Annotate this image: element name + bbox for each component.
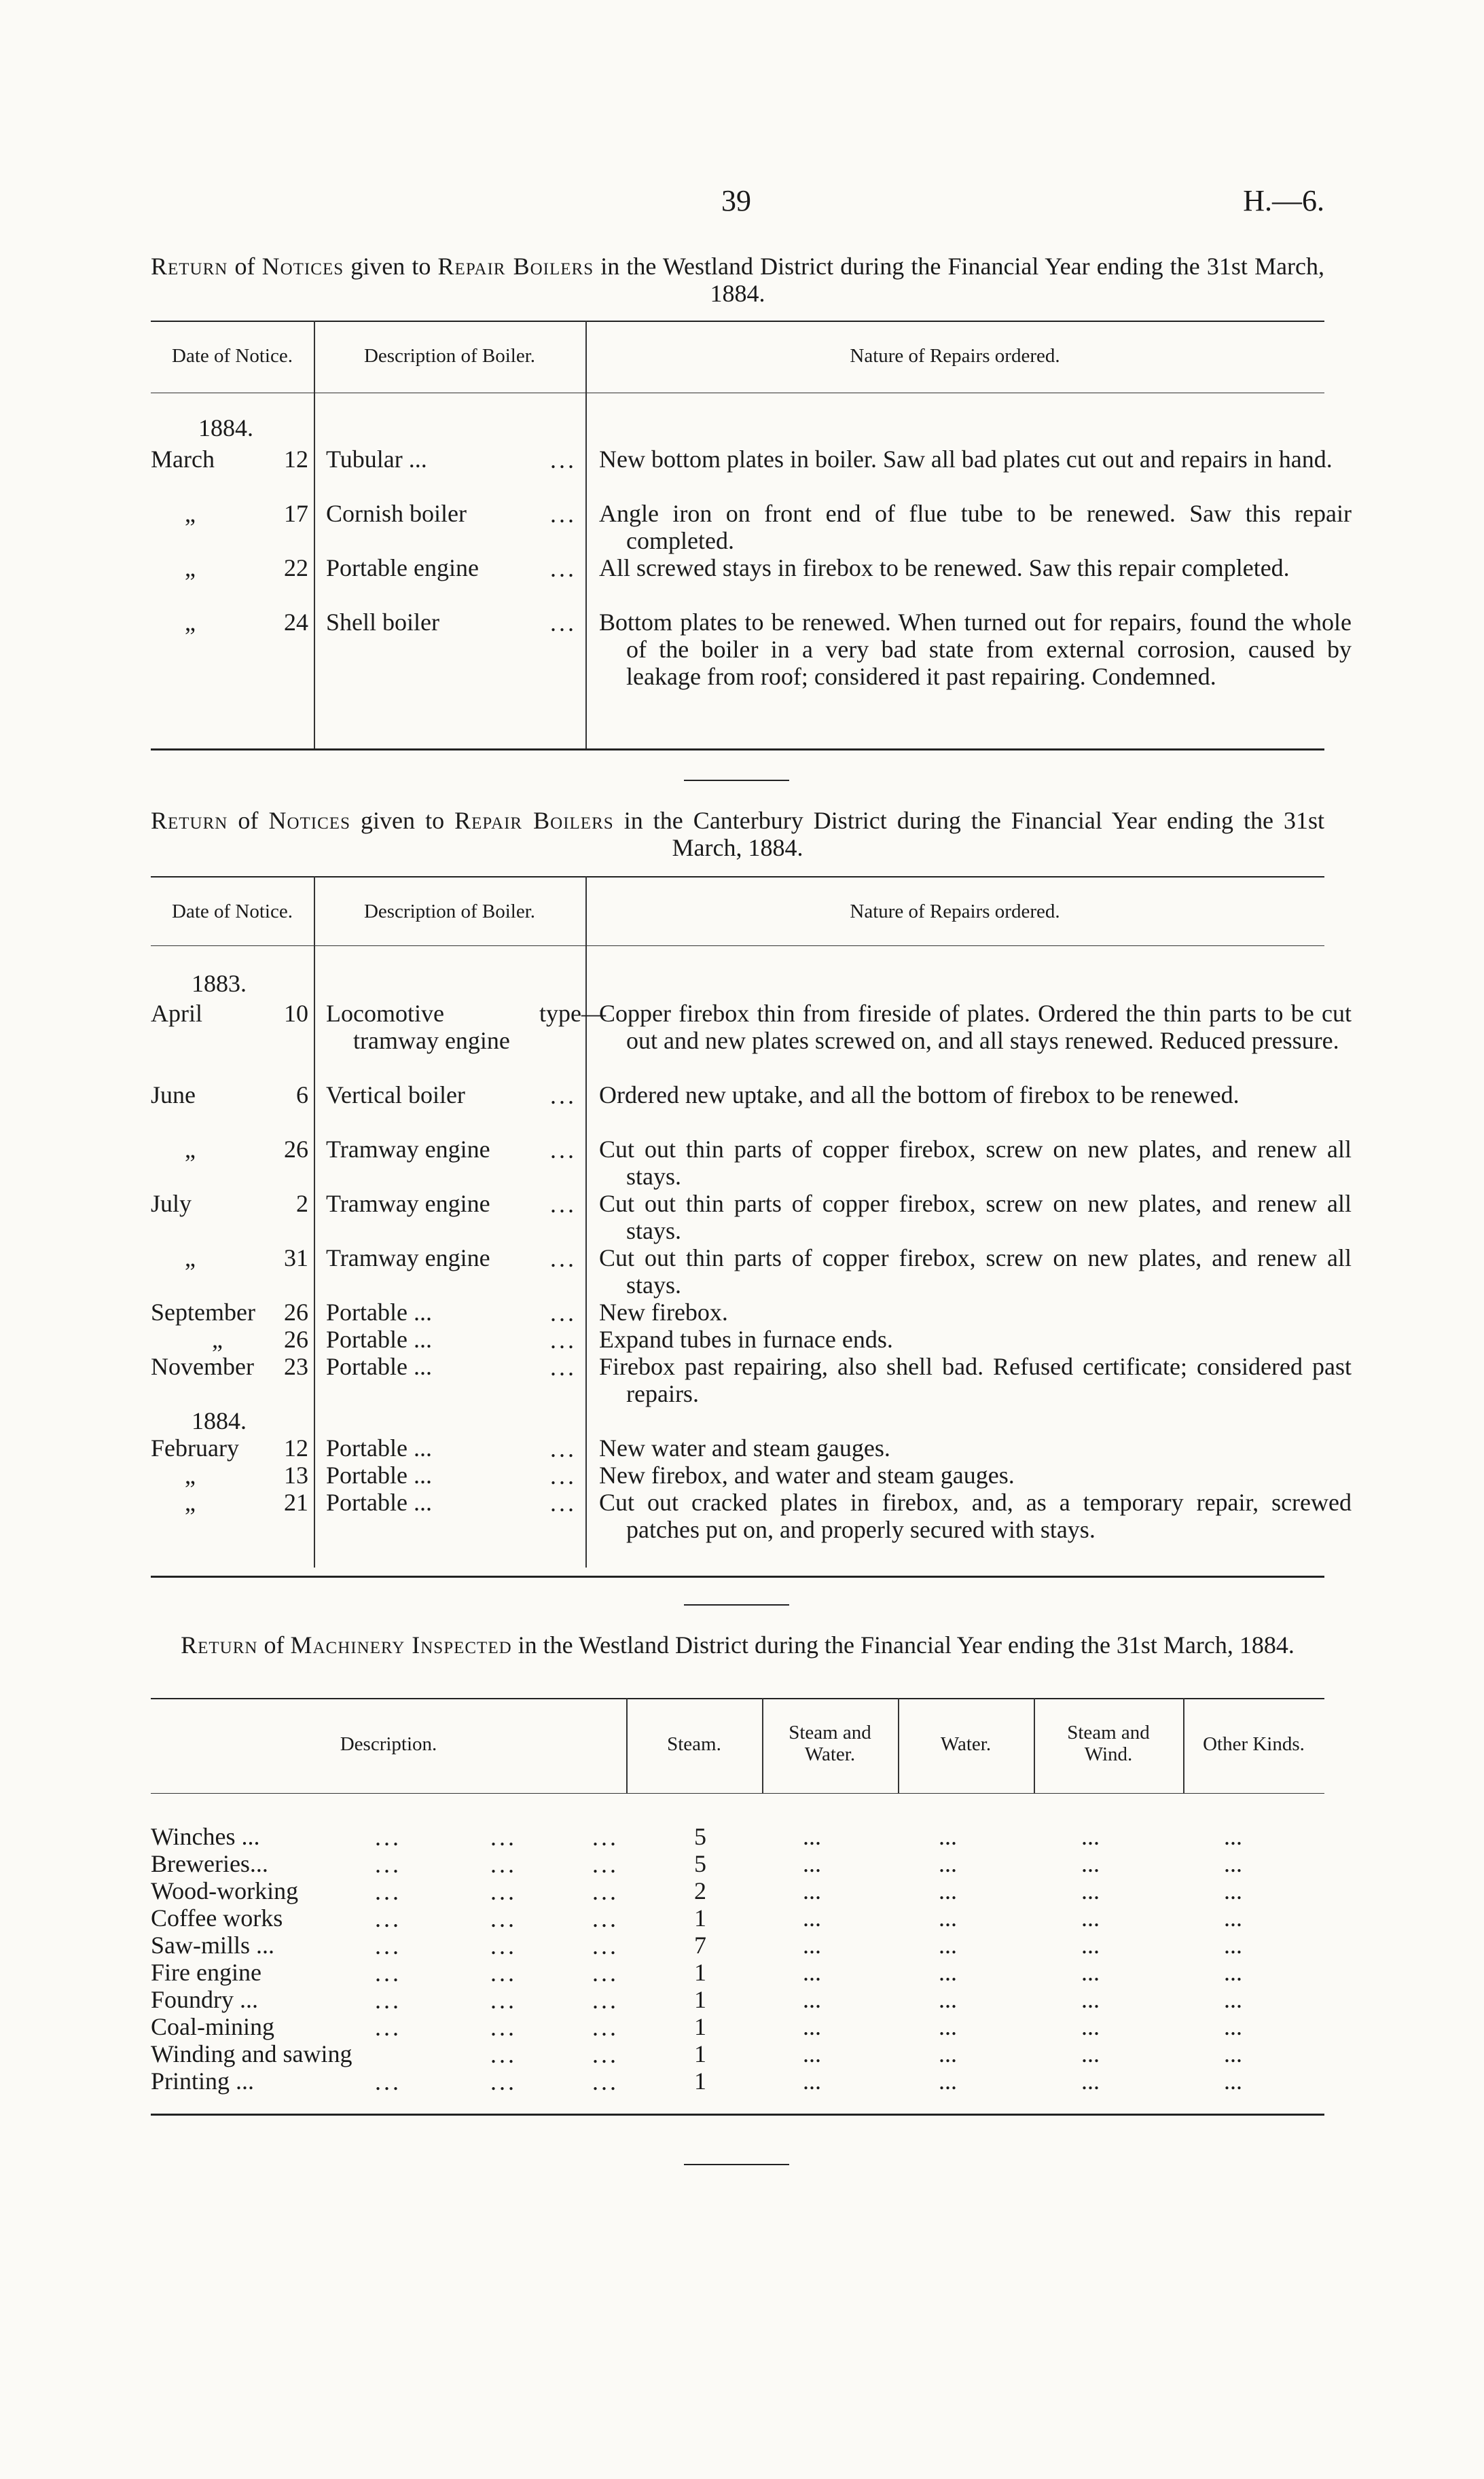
row-description: Winding and sawing	[151, 2040, 352, 2067]
table1-top-rule	[151, 321, 1324, 322]
leader-dots: ...	[592, 1905, 619, 1932]
row-steam-count: 1	[694, 2013, 706, 2040]
empty-cell: ...	[939, 2040, 957, 2067]
table3-col-divider	[762, 1698, 763, 1793]
table3-bottom-rule	[151, 2114, 1324, 2116]
empty-cell: ...	[1081, 2067, 1100, 2095]
row-steam-count: 1	[694, 1904, 706, 1932]
leader-dots: ...	[490, 1851, 517, 1878]
row-description: Coffee works	[151, 1904, 283, 1932]
row-steam-count: 1	[694, 2040, 706, 2067]
empty-cell: ...	[1081, 1850, 1100, 1877]
leader-dots: ...	[490, 1824, 517, 1851]
empty-cell: ...	[1224, 1986, 1242, 2013]
section-separator	[684, 2164, 789, 2165]
empty-cell: ...	[1081, 1823, 1100, 1850]
leader-dots: ...	[375, 1987, 401, 2014]
empty-cell: ...	[803, 1850, 821, 1877]
row-description: Foundry ...	[151, 1986, 259, 2013]
table2-col-divider	[314, 876, 315, 1568]
row-steam-count: 7	[694, 1932, 706, 1959]
empty-cell: ...	[1224, 1904, 1242, 1932]
empty-cell: ...	[1081, 2013, 1100, 2040]
empty-cell: ...	[939, 2067, 957, 2095]
leader-dots: ...	[592, 1959, 619, 1987]
table2-top-rule	[151, 876, 1324, 877]
leader-dots: ...	[490, 2041, 517, 2068]
table1-header-description: Description of Boiler.	[363, 345, 536, 367]
row-description: Saw-mills ...	[151, 1932, 275, 1959]
empty-cell: ...	[1224, 2067, 1242, 2095]
empty-cell: ...	[1081, 1904, 1100, 1932]
table2-bottom-rule	[151, 1576, 1324, 1578]
page-number: 39	[721, 184, 751, 217]
empty-cell: ...	[803, 1932, 821, 1959]
empty-cell: ...	[1081, 1986, 1100, 2013]
leader-dots: ...	[490, 1987, 517, 2014]
empty-cell: ...	[939, 1959, 957, 1986]
table1-col-divider	[314, 321, 315, 748]
table2-title: Return of Notices given to Repair Boilers in the Canterbury District during the Financial Year ending the 31st March, 1884.	[151, 807, 1325, 861]
empty-cell: ...	[803, 1959, 821, 1986]
empty-cell: ...	[939, 1877, 957, 1904]
empty-cell: ...	[1081, 2040, 1100, 2067]
empty-cell: ...	[803, 1877, 821, 1904]
table2-header-repairs: Nature of Repairs ordered.	[850, 901, 1060, 922]
empty-cell: ...	[1224, 1959, 1242, 1986]
empty-cell: ...	[1224, 1932, 1242, 1959]
table3-header-water: Water.	[940, 1733, 992, 1755]
leader-dots: ...	[490, 1932, 517, 1959]
leader-dots: ...	[592, 1824, 619, 1851]
table3-title: Return of Machinery Inspected in the Westland District during the Financial Year ending the 31st March, 1884.	[181, 1631, 1295, 1659]
section-separator	[684, 1604, 789, 1606]
row-steam-count: 1	[694, 1986, 706, 2013]
table3-col-divider	[1034, 1698, 1035, 1793]
leader-dots: ...	[375, 1959, 401, 1987]
table1-bottom-rule	[151, 748, 1324, 750]
row-steam-count: 1	[694, 2067, 706, 2095]
empty-cell: ...	[803, 2013, 821, 2040]
page-header	[151, 183, 1324, 224]
leader-dots: ...	[592, 1987, 619, 2014]
table3-top-rule	[151, 1698, 1324, 1699]
row-description: Fire engine	[151, 1959, 261, 1986]
leader-dots: ...	[490, 2068, 517, 2095]
empty-cell: ...	[939, 1850, 957, 1877]
table1-title: Return of Notices given to Repair Boilers in the Westland District during the Financial Year ending the 31st March, 1884.	[151, 253, 1325, 307]
table1-col-divider	[585, 321, 587, 748]
leader-dots: ...	[592, 1932, 619, 1959]
empty-cell: ...	[1224, 2040, 1242, 2067]
leader-dots: ...	[375, 1824, 401, 1851]
leader-dots: ...	[592, 1878, 619, 1905]
table3-header-other: Other Kinds.	[1203, 1733, 1305, 1755]
table2-year: 1884.	[192, 1407, 247, 1434]
leader-dots: ...	[375, 2068, 401, 2095]
table2-year: 1883.	[192, 970, 247, 997]
table2-header-date: Date of Notice.	[172, 901, 293, 922]
empty-cell: ...	[939, 1904, 957, 1932]
row-steam-count: 1	[694, 1959, 706, 1986]
leader-dots: ...	[375, 1932, 401, 1959]
empty-cell: ...	[803, 2040, 821, 2067]
row-description: Coal-mining	[151, 2013, 274, 2040]
table2-header-description: Description of Boiler.	[363, 901, 536, 922]
empty-cell: ...	[803, 1986, 821, 2013]
leader-dots: ...	[490, 1959, 517, 1987]
table3-header-steam-water: Steam and Water.	[789, 1722, 871, 1765]
leader-dots: ...	[592, 2014, 619, 2041]
leader-dots: ...	[375, 1878, 401, 1905]
table3-header-rule	[151, 1793, 1324, 1794]
leader-dots: ...	[375, 1851, 401, 1878]
empty-cell: ...	[803, 2067, 821, 2095]
empty-cell: ...	[1081, 1932, 1100, 1959]
leader-dots: ...	[375, 2014, 401, 2041]
table3-header-steam: Steam.	[667, 1733, 721, 1755]
table2-header-rule	[151, 945, 1324, 946]
row-steam-count: 5	[694, 1850, 706, 1877]
row-description: Winches ...	[151, 1823, 260, 1850]
row-description: Wood-working	[151, 1877, 299, 1904]
empty-cell: ...	[1081, 1877, 1100, 1904]
table3-header-description: Description.	[340, 1733, 437, 1755]
empty-cell: ...	[939, 1823, 957, 1850]
row-description: Printing ...	[151, 2067, 255, 2095]
series-code: H.—6.	[1243, 184, 1324, 217]
table3-header-steam-wind: Steam and Wind.	[1067, 1722, 1150, 1765]
empty-cell: ...	[803, 1823, 821, 1850]
empty-cell: ...	[1081, 1959, 1100, 1986]
table1-year: 1884.	[198, 414, 253, 441]
empty-cell: ...	[1224, 1823, 1242, 1850]
leader-dots: ...	[375, 1905, 401, 1932]
row-steam-count: 5	[694, 1823, 706, 1850]
table1-header-date: Date of Notice.	[172, 345, 293, 367]
empty-cell: ...	[1224, 2013, 1242, 2040]
empty-cell: ...	[939, 1986, 957, 2013]
table2-col-divider	[585, 876, 587, 1568]
empty-cell: ...	[1224, 1850, 1242, 1877]
table1-header-repairs: Nature of Repairs ordered.	[850, 345, 1060, 367]
row-steam-count: 2	[694, 1877, 706, 1904]
leader-dots: ...	[490, 1905, 517, 1932]
row-description: Breweries...	[151, 1850, 268, 1877]
leader-dots: ...	[592, 2041, 619, 2068]
empty-cell: ...	[803, 1904, 821, 1932]
empty-cell: ...	[939, 1932, 957, 1959]
leader-dots: ...	[490, 2014, 517, 2041]
empty-cell: ...	[939, 2013, 957, 2040]
leader-dots: ...	[592, 2068, 619, 2095]
leader-dots: ...	[592, 1851, 619, 1878]
section-separator	[684, 780, 789, 781]
empty-cell: ...	[1224, 1877, 1242, 1904]
leader-dots: ...	[490, 1878, 517, 1905]
